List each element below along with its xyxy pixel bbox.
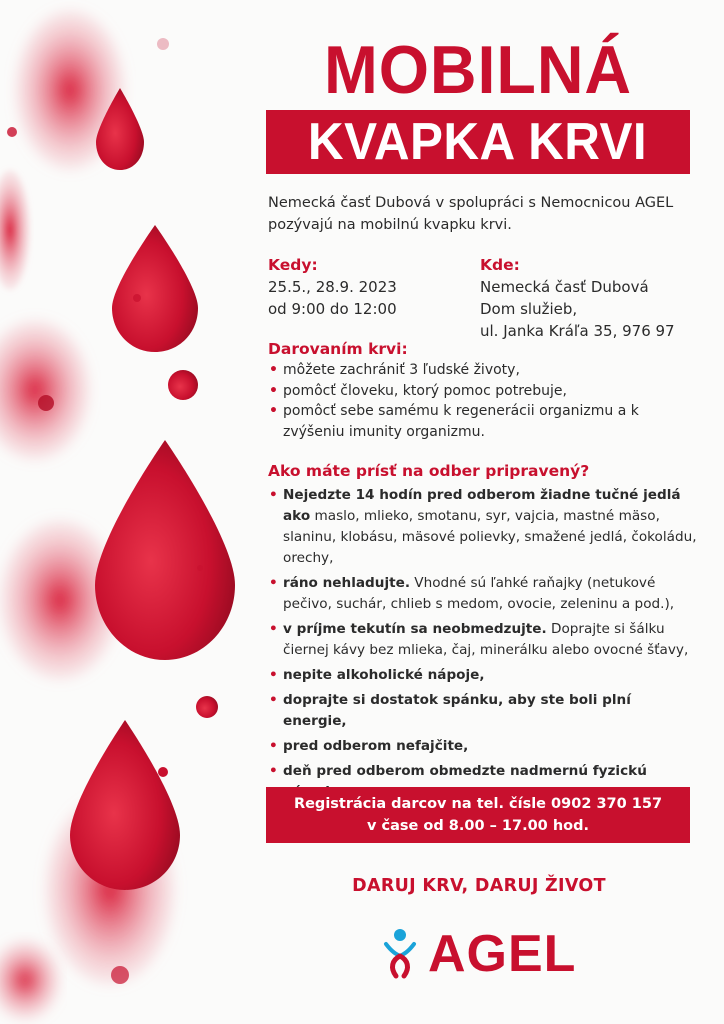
when-label: Kedy:: [268, 256, 318, 274]
registration-line1: Registrácia darcov na tel. čísle 0902 370 157: [293, 796, 663, 812]
agel-logo: [378, 926, 588, 982]
donation-title: Darovaním krvi:: [268, 340, 408, 358]
donation-list: [268, 360, 698, 442]
list-item: • nepite alkoholické nápoje,: [269, 667, 485, 683]
blood-droplet: [158, 767, 168, 777]
blood-drop: [70, 720, 180, 890]
blood-droplet: [168, 370, 198, 400]
where-line1: Nemecká časť Dubová: [480, 278, 649, 296]
prepare-title: Ako máte prísť na odber pripravený?: [268, 462, 590, 480]
list-item: • deň pred odberom obmedzte nadmernú fyzickú: [269, 763, 647, 779]
list-item: • pred odberom nefajčite,: [269, 738, 469, 754]
blood-droplet: [7, 127, 17, 137]
when-time: od 9:00 do 12:00: [268, 300, 397, 318]
prepare-list: [268, 485, 698, 803]
blood-droplet: [38, 395, 54, 411]
list-item: • ráno nehladujte. Vhodné sú ľahké raňajky (netukové pečivo, suchár, chlieb s medom, ovocie, zeleninu a pod.),: [269, 575, 675, 612]
slogan: DARUJ KRV, DARUJ ŽIVOT: [352, 876, 606, 896]
registration-line2: v čase od 8.00 – 17.00 hod.: [367, 818, 589, 834]
list-item: • pomôcť človeku, ktorý pomoc potrebuje,: [269, 382, 567, 399]
donation-section: [268, 338, 698, 442]
intro-text: Nemecká časť Dubová v spolupráci s Nemocnicou AGEL pozývajú na mobilnú kvapku krvi.: [268, 195, 674, 233]
registration-banner: [266, 787, 690, 843]
blood-droplet: [157, 38, 169, 50]
where-label: Kde:: [480, 256, 520, 274]
blood-drop: [112, 225, 198, 352]
when-dates: 25.5., 28.9. 2023: [268, 278, 397, 296]
blood-droplet: [133, 294, 141, 302]
prepare-section: [268, 460, 698, 807]
where-line2: Dom služieb,: [480, 300, 578, 318]
blood-droplet: [111, 966, 129, 984]
blurred-drop: [0, 940, 60, 1020]
agel-logo-text: AGEL: [428, 925, 577, 983]
blurred-drop: [0, 170, 30, 290]
title-line2: KVAPKA KRVI: [308, 113, 648, 171]
blood-droplet: [196, 696, 218, 718]
blurred-drop: [0, 320, 90, 460]
list-item: • môžete zachrániť 3 ľudské životy,: [269, 362, 520, 378]
blood-drops-decoration: [0, 0, 260, 1024]
when-block: [268, 254, 468, 320]
where-line3: ul. Janka Kráľa 35, 976 97: [480, 322, 675, 340]
blood-drop: [95, 440, 235, 660]
blood-droplet: [197, 565, 203, 571]
agel-person-icon: [378, 926, 422, 982]
list-item: • v príjme tekutín sa neobmedzujte. Doprajte si šálku čiernej kávy bez mlieka, čaj, minerálku alebo ovocné šťavy,: [269, 621, 689, 658]
list-item: • pomôcť sebe samému k regenerácii organizmu a k zvýšeniu imunity organizmu.: [269, 403, 639, 440]
where-block: [480, 254, 700, 342]
title-line1: MOBILNÁ: [323, 32, 633, 108]
list-item: • doprajte si dostatok spánku, aby ste boli plní energie,: [269, 692, 631, 729]
title-banner: [266, 110, 690, 174]
list-item: • Nejedzte 14 hodín pred odberom žiadne tučné jedlá ako maslo, mlieko, smotanu, syr, vajcia, mastné mäso, slaninu, klobásu, mäsové polievky, smažené jedlá, čokoládu, orechy,: [269, 487, 697, 566]
